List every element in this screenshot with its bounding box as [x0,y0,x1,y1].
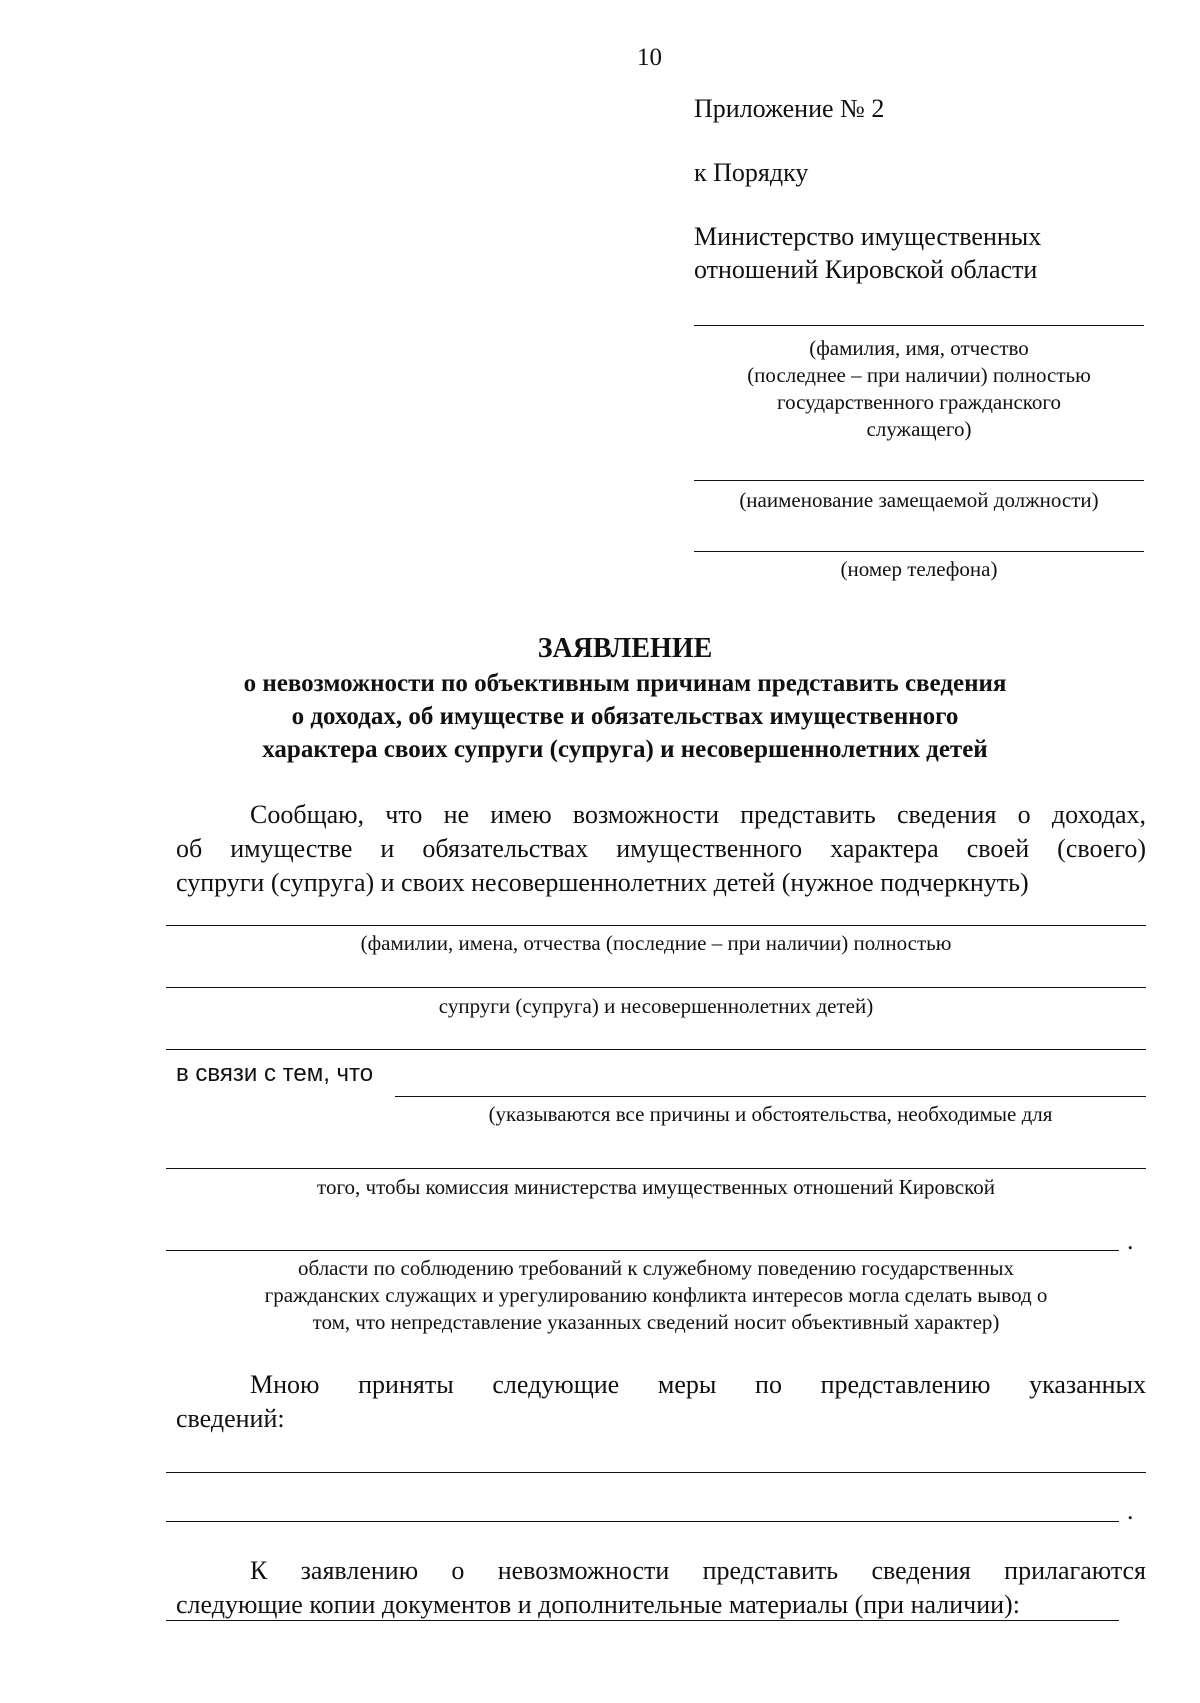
reason-caption-3c: том, что непредставление указанных сведений носит объективный характер) [312,1310,1000,1334]
reason-caption-2: того, чтобы комиссия министерства имущественных отношений Кировской [317,1175,995,1199]
names-line-2 [166,987,1146,988]
names-caption-2: супруги (супруга) и несовершеннолетних детей) [438,994,874,1018]
attachments-line-2: следующие копии документов и дополнительные материалы (при наличии): [176,1590,1020,1619]
fio-caption-3: государственного гражданского [776,390,1061,414]
reason-line-3 [166,1250,1119,1251]
reason-caption-1: (указываются все причины и обстоятельства, необходимые для [488,1102,1053,1126]
fio-caption-2: (последнее – при наличии) полностью [747,363,1091,387]
reason-label: в связи с тем, что [176,1060,374,1087]
reason-caption-3a: области по соблюдению требований к служебному поведению государственных [298,1256,1014,1280]
fio-caption-4: служащего) [866,417,972,441]
position-caption: (наименование замещаемой должности) [739,488,1099,512]
fio-caption-1: (фамилия, имя, отчество [809,336,1029,360]
phone-line [694,551,1144,552]
fio-line [694,325,1144,326]
reason-caption-3b: гражданских служащих и урегулированию конфликта интересов могла сделать вывод о [264,1283,1048,1307]
document-subtitle-1: о невозможности по объективным причинам представить сведения [243,670,1007,697]
names-caption-1: (фамилии, имена, отчества (последние – при наличии) полностью [360,931,952,955]
measures-input-line-2 [166,1521,1119,1522]
position-line [694,480,1144,481]
appendix-label: Приложение № 2 [694,94,885,123]
measures-line-2: сведений: [176,1404,285,1433]
measures-line-1: Мною приняты следующие меры по представлению указанных [250,1370,1146,1399]
ministry-line-2: отношений Кировской области [694,255,1038,284]
measures-period: . [1127,1496,1134,1525]
names-line-1 [166,925,1146,926]
page-number: 10 [637,44,662,71]
order-label: к Порядку [694,158,809,187]
statement-line-3: супруги (супруга) и своих несовершеннолетних детей (нужное подчеркнуть) [176,868,1029,897]
document-title: ЗАЯВЛЕНИЕ [537,633,713,664]
attachments-line-1: К заявлению о невозможности представить сведения прилагаются [250,1556,1146,1585]
phone-caption: (номер телефона) [840,557,998,581]
document-subtitle-2: о доходах, об имуществе и обязательствах имущественного [291,703,959,730]
statement-line-1: Сообщаю, что не имею возможности представить сведения о доходах, [250,800,1146,829]
reason-line-1 [395,1096,1146,1097]
reason-line-2 [166,1168,1146,1169]
statement-line-2: об имуществе и обязательствах имущественного характера своей (своего) [176,834,1146,863]
reason-period: . [1127,1226,1134,1255]
reason-line-0 [166,1049,1146,1050]
measures-input-line-1 [166,1472,1146,1473]
attachments-input-line [166,1620,1119,1621]
ministry-line-1: Министерство имущественных [694,222,1042,251]
document-subtitle-3: характера своих супруги (супруга) и несовершеннолетних детей [262,736,988,763]
